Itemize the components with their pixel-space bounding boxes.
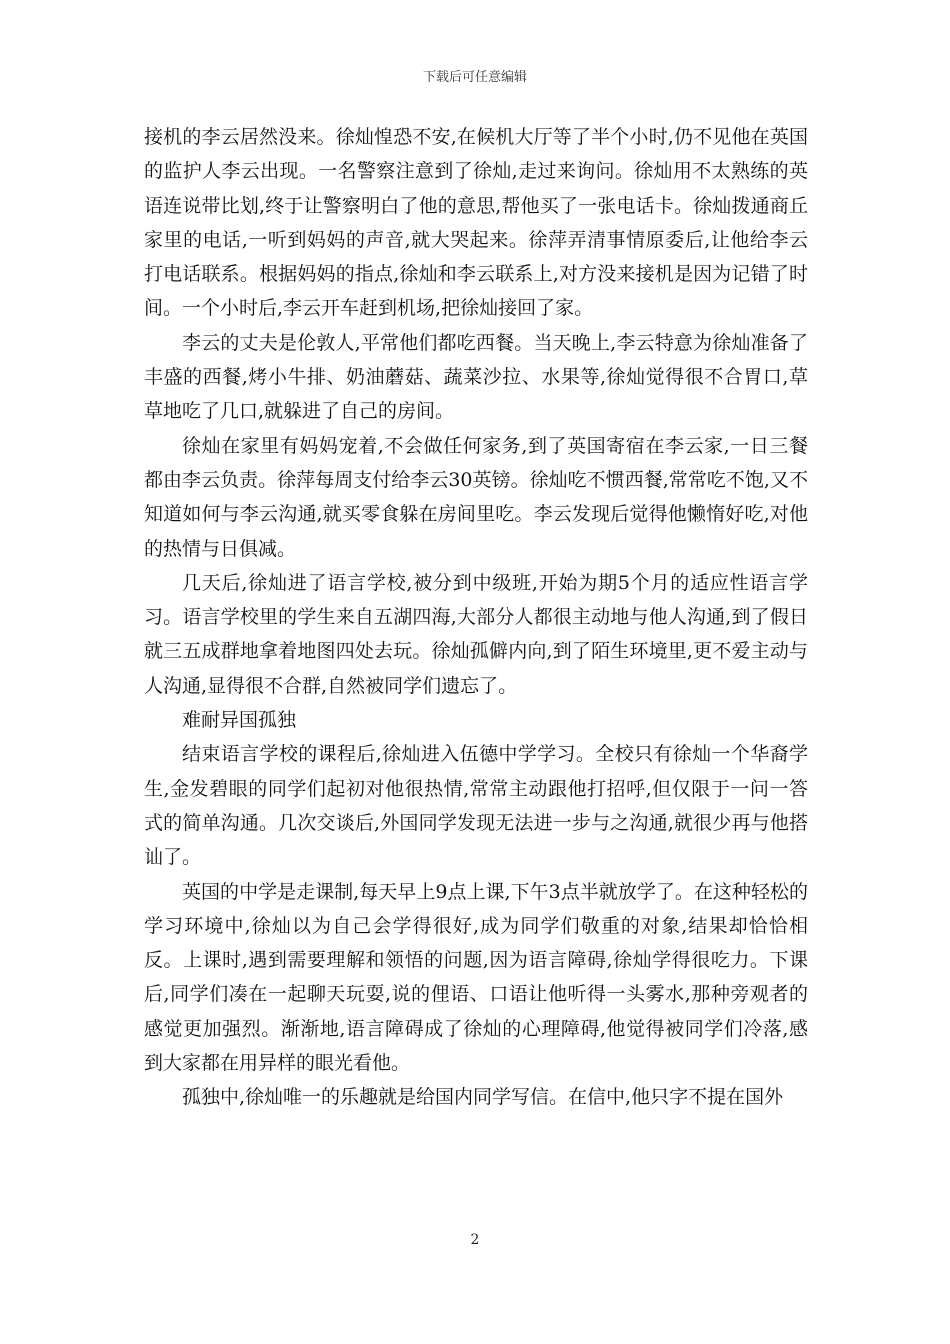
paragraph-letters: 孤独中,徐灿唯一的乐趣就是给国内同学写信。在信中,他只字不提在国外: [182, 1086, 784, 1109]
paragraph-language-school: 几天后,徐灿进了语言学校,被分到中级班,开始为期5个月的适应性语言学习。语言学校里的学生来自五湖四海,大部分人都很主动地与他人沟通,到了假日就三五成群地拿着地图四处去玩。徐灿孤僻内向,到了陌生环境里,更不爱主动与人沟通,显得很不合群,自然被同学们遗忘了。: [144, 571, 808, 697]
paragraph-uk-school: 英国的中学是走课制,每天早上9点上课,下午3点半就放学了。在这种轻松的学习环境中,徐灿以为自己会学得很好,成为同学们敬重的对象,结果却恰恰相反。上课时,遇到需要理解和领悟的问题,因为语言障碍,徐灿学得很吃力。下课后,同学们凑在一起聊天玩耍,说的俚语、口语让他听得一头雾水,那种旁观者的感觉更加强烈。渐渐地,语言障碍成了徐灿的心理障碍,他觉得被同学们冷落,感到大家都在用异样的眼光看他。: [144, 880, 808, 1075]
paragraph-homestay: 徐灿在家里有妈妈宠着,不会做任何家务,到了英国寄宿在李云家,一日三餐都由李云负责。徐萍每周支付给李云30英镑。徐灿吃不惯西餐,常常吃不饱,又不知道如何与李云沟通,就买零食躲在房间里吃。李云发现后觉得他懒惰好吃,对他的热情与日俱减。: [144, 434, 808, 560]
page-number: 2: [470, 1232, 480, 1248]
paragraph-airport: 接机的李云居然没来。徐灿惶恐不安,在候机大厅等了半个小时,仍不见他在英国的监护人李云出现。一名警察注意到了徐灿,走过来询问。徐灿用不太熟练的英语连说带比划,终于让警察明白了他的意思,帮他买了一张电话卡。徐灿拨通商丘家里的电话,一听到妈妈的声音,就大哭起来。徐萍弄清事情原委后,让他给李云打电话联系。根据妈妈的指点,徐灿和李云联系上,对方没来接机是因为记错了时间。一个小时后,李云开车赶到机场,把徐灿接回了家。: [144, 126, 808, 320]
page-header: 下载后可任意编辑: [422, 70, 527, 85]
paragraph-wood-school: 结束语言学校的课程后,徐灿进入伍德中学学习。全校只有徐灿一个华裔学生,金发碧眼的同学们起初对他很热情,常常主动跟他打招呼,但仅限于一问一答式的简单沟通。几次交谈后,外国同学发现无法进一步与之沟通,就很少再与他搭讪了。: [144, 743, 808, 869]
document-body: [144, 120, 808, 1115]
section-heading: 难耐异国孤独: [182, 709, 297, 732]
paragraph-dinner: 李云的丈夫是伦敦人,平常他们都吃西餐。当天晚上,李云特意为徐灿准备了丰盛的西餐,烤小牛排、奶油蘑菇、蔬菜沙拉、水果等,徐灿觉得很不合胃口,草草地吃了几口,就躲进了自己的房间。: [144, 331, 808, 423]
